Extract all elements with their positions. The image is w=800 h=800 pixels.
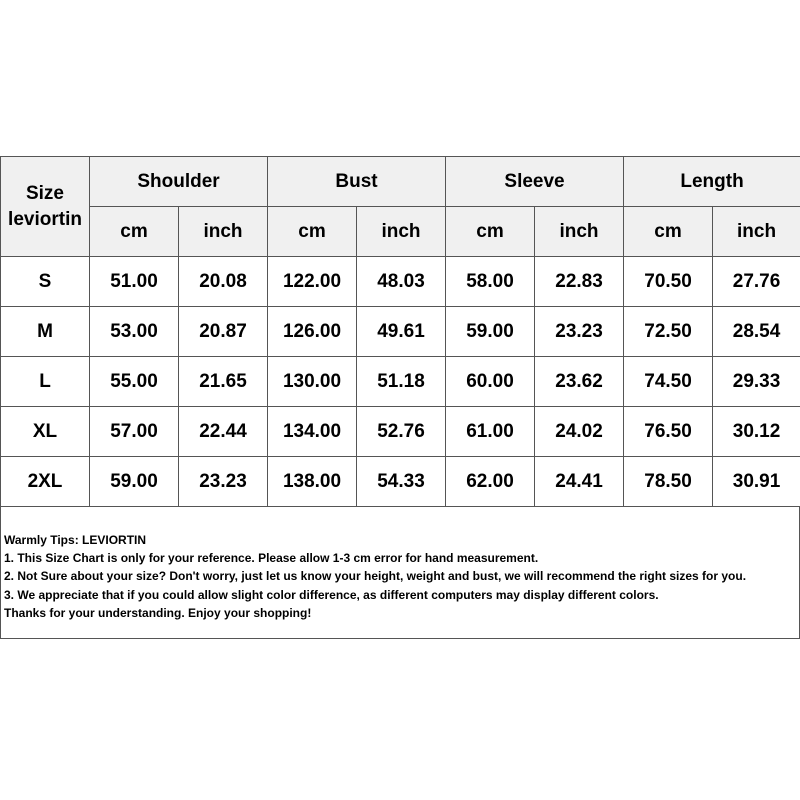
table-cell: 20.87 xyxy=(179,307,268,357)
size-header-label: Size xyxy=(25,182,65,204)
tip-line: 3. We appreciate that if you could allow slight color difference, as different computers may display different colors. xyxy=(4,587,659,602)
unit-header: cm xyxy=(90,207,179,257)
unit-header: inch xyxy=(179,207,268,257)
table-cell: 130.00 xyxy=(268,357,357,407)
size-cell: S xyxy=(1,257,90,307)
table-cell: 57.00 xyxy=(90,407,179,457)
tip-line: 2. Not Sure about your size? Don't worry, just let us know your height, weight and bust, we will recommend the right sizes for you. xyxy=(4,569,747,584)
table-cell: 55.00 xyxy=(90,357,179,407)
table-cell: 122.00 xyxy=(268,257,357,307)
table-cell: 29.33 xyxy=(713,357,800,407)
table-cell: 23.23 xyxy=(179,457,268,507)
table-cell: 51.00 xyxy=(90,257,179,307)
tips-title: Warmly Tips: LEVIORTIN xyxy=(4,533,147,547)
table-cell: 53.00 xyxy=(90,307,179,357)
table-cell: 72.50 xyxy=(624,307,713,357)
unit-header: cm xyxy=(624,207,713,257)
table-cell: 54.33 xyxy=(357,457,446,507)
table-row xyxy=(1,457,800,507)
size-cell: L xyxy=(1,357,90,407)
table-cell: 27.76 xyxy=(713,257,800,307)
table-cell: 48.03 xyxy=(357,257,446,307)
unit-header-row xyxy=(1,207,800,257)
group-header-sleeve: Sleeve xyxy=(446,157,624,207)
table-cell: 74.50 xyxy=(624,357,713,407)
unit-header: cm xyxy=(446,207,535,257)
table-row xyxy=(1,307,800,357)
table-cell: 134.00 xyxy=(268,407,357,457)
tip-line: 1. This Size Chart is only for your reference. Please allow 1-3 cm error for hand measurement. xyxy=(4,551,539,566)
size-table xyxy=(0,156,800,507)
table-cell: 52.76 xyxy=(357,407,446,457)
table-cell: 76.50 xyxy=(624,407,713,457)
table-cell: 30.91 xyxy=(713,457,800,507)
size-header-brand: leviortin xyxy=(8,208,82,230)
table-cell: 126.00 xyxy=(268,307,357,357)
table-cell: 138.00 xyxy=(268,457,357,507)
group-header-shoulder: Shoulder xyxy=(90,157,268,207)
group-header-bust: Bust xyxy=(268,157,446,207)
table-cell: 28.54 xyxy=(713,307,800,357)
table-cell: 23.23 xyxy=(535,307,624,357)
table-cell: 58.00 xyxy=(446,257,535,307)
table-cell: 78.50 xyxy=(624,457,713,507)
table-cell: 23.62 xyxy=(535,357,624,407)
table-cell: 60.00 xyxy=(446,357,535,407)
unit-header: inch xyxy=(357,207,446,257)
group-header-length: Length xyxy=(624,157,800,207)
table-cell: 20.08 xyxy=(179,257,268,307)
tips-closing: Thanks for your understanding. Enjoy your shopping! xyxy=(4,605,312,620)
table-row xyxy=(1,357,800,407)
tips-box xyxy=(0,507,800,639)
size-cell: 2XL xyxy=(1,457,90,507)
table-cell: 70.50 xyxy=(624,257,713,307)
table-cell: 59.00 xyxy=(90,457,179,507)
unit-header: inch xyxy=(713,207,800,257)
table-cell: 22.83 xyxy=(535,257,624,307)
table-cell: 22.44 xyxy=(179,407,268,457)
table-cell: 51.18 xyxy=(357,357,446,407)
group-header-row xyxy=(1,157,800,207)
table-cell: 21.65 xyxy=(179,357,268,407)
size-cell: M xyxy=(1,307,90,357)
table-cell: 49.61 xyxy=(357,307,446,357)
table-cell: 30.12 xyxy=(713,407,800,457)
table-cell: 24.41 xyxy=(535,457,624,507)
unit-header: cm xyxy=(268,207,357,257)
table-row xyxy=(1,407,800,457)
size-column-header xyxy=(1,157,90,257)
unit-header: inch xyxy=(535,207,624,257)
table-cell: 62.00 xyxy=(446,457,535,507)
table-cell: 24.02 xyxy=(535,407,624,457)
size-cell: XL xyxy=(1,407,90,457)
table-cell: 59.00 xyxy=(446,307,535,357)
table-cell: 61.00 xyxy=(446,407,535,457)
table-row xyxy=(1,257,800,307)
size-chart xyxy=(0,156,800,639)
